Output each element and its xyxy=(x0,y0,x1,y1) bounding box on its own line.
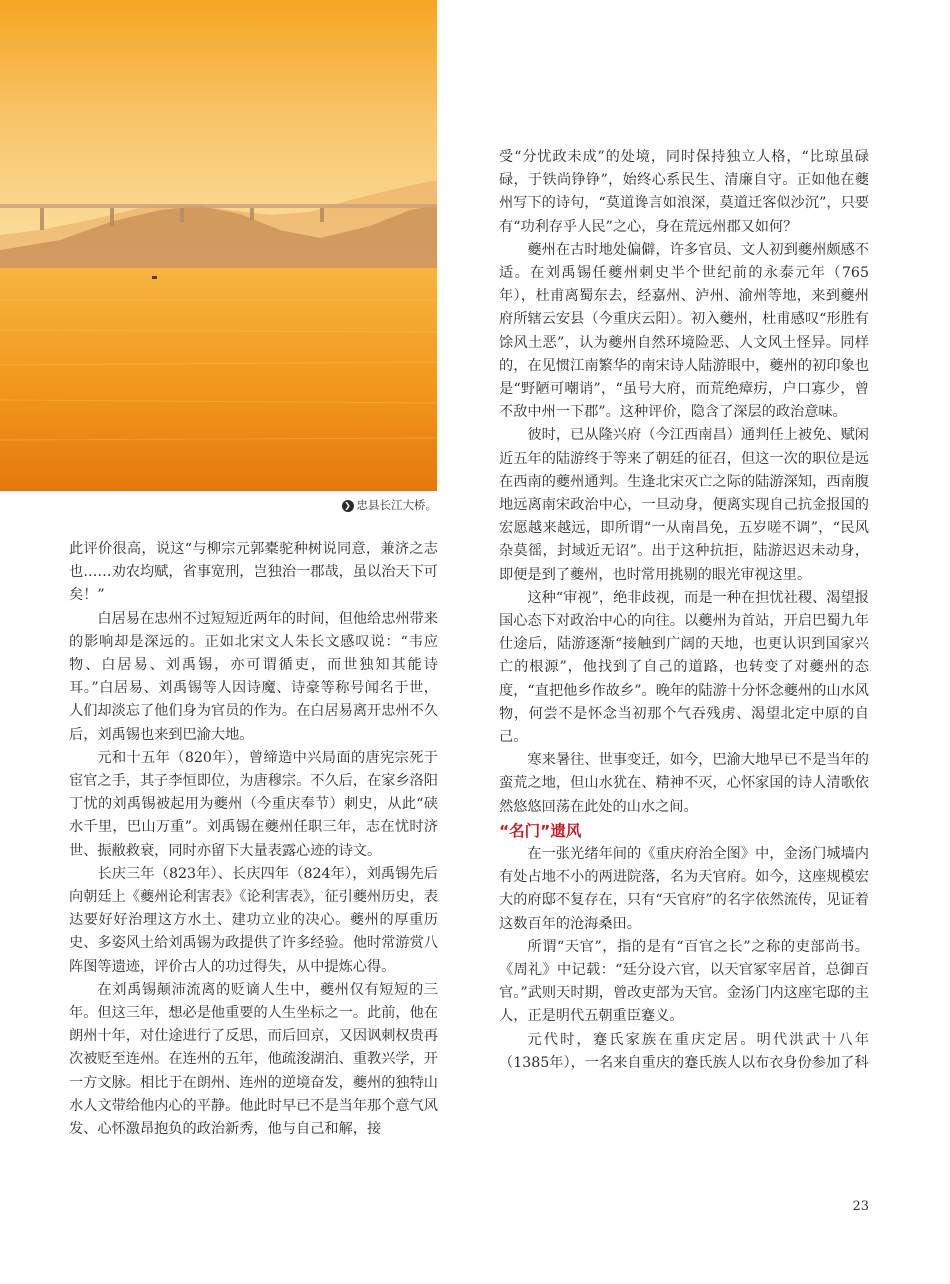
caption-text: 忠县长江大桥。 xyxy=(356,498,437,512)
paragraph: 在刘禹锡颠沛流离的贬谪人生中，夔州仅有短短的三年。但这三年，想必是他重要的人生坐标之一。此前，他在朗州十年，对仕途进行了反思，而后回京，又因讽刺权贵再次被贬至连州。在连州的五年，他疏浚湖泊、重教兴学，开一方文脉。相比于在朗州、连州的逆境奋发，夔州的独特山水人文带给他内心的平静。他此时早已不是当年那个意气风发、心怀激昂抱负的政治新秀，他与自己和解，接 xyxy=(69,981,438,1138)
photo-caption xyxy=(300,496,437,514)
right-column xyxy=(499,146,869,1075)
paragraph: 这种“审视”，绝非歧视，而是一种在担忧社稷、渴望报国心态下对政治中心的向往。以夔州为首站，开启巴蜀九年仕途后，陆游逐渐“接触到广阔的天地，也更认识到国家兴亡的根源”，他找到了自己的道路，也转变了对夔州的态度，“直把他乡作故乡”。晚年的陆游十分怀念夔州的山水风物，何尝不是怀念当初那个气吞残虏、渴望北定中原的自己。 xyxy=(499,589,869,746)
paragraph: 受“分忧政未成”的处境，同时保持独立人格，“比琼虽碌碌，于铁尚铮铮”，始终心系民生、清廉自守。正如他在夔州写下的诗句，“莫道谗言如浪深，莫道迁客似沙沉”，只要有“功利存乎人民”之心，身在荒远州郡又如何？ xyxy=(499,149,869,235)
paragraph: 夔州在古时地处偏僻，许多官员、文人初到夔州颇感不适。在刘禹锡任夔州刺史半个世纪前的永泰元年（765年），杜甫离蜀东去，经嘉州、泸州、渝州等地，来到夔州府所辖云安县（今重庆云阳）。初入夔州，杜甫感叹“形胜有馀风土恶”，认为夔州自然环境险恶、人文风土怪异。同样的，在见惯江南繁华的南宋诗人陆游眼中，夔州的初印象也是“野陋可嘲诮”，“虽号大府，而荒绝瘴疠，户口寡少，曾不敌中州一下郡”。这种评价，隐含了深层的政治意味。 xyxy=(499,241,869,421)
landscape-photo-icon xyxy=(0,0,437,491)
paragraph: 此评价很高，说这“与柳宗元郭橐驼种树说同意，兼济之志也……劝农均赋，省事宽刑，岂独治一郡哉，虽以治天下可矣！” xyxy=(69,541,438,604)
caption-arrow-icon: ❯ xyxy=(342,500,354,512)
paragraph: 所谓“天官”，指的是有“百官之长”之称的吏部尚书。《周礼》中记载：“廷分设六官，以天官冢宰居首，总御百官。”武则天时期，曾改吏部为天官。金汤门内这座宅邸的主人，正是明代五朝重臣蹇义。 xyxy=(499,938,869,1025)
paragraph: 元和十五年（820年），曾缔造中兴局面的唐宪宗死于宦官之手，其子李恒即位，为唐穆宗。不久后，在家乡洛阳丁忧的刘禹锡被起用为夔州（今重庆奉节）刺史，从此“硖水千里，巴山万重”。刘禹锡在夔州任职三年，志在忧时济世、振敝救衰，同时亦留下大量表露心迹的诗文。 xyxy=(69,749,438,859)
paragraph: 长庆三年（823年）、长庆四年（824年），刘禹锡先后向朝廷上《夔州论利害表》《论利害表》，征引夔州历史，表达要好好治理这方水土、建功立业的决心。夔州的厚重历史、多姿风土给刘禹锡为政提供了许多经验。他时常游赏八阵图等遗迹，评价古人的功过得失，从中提炼心得。 xyxy=(69,865,438,975)
section-heading: “名门”遗风 xyxy=(499,821,582,840)
paragraph: 寒来暑往、世事变迁，如今，巴渝大地早已不是当年的蛮荒之地，但山水犹在、精神不灭，心怀家国的诗人清歌依然悠悠回荡在此处的山水之间。 xyxy=(499,752,869,815)
paragraph: 元代时，蹇氏家族在重庆定居。明代洪武十八年（1385年），一名来自重庆的蹇氏族人以布衣身份参加了科 xyxy=(499,1031,869,1071)
paragraph: 在一张光绪年间的《重庆府治全图》中，金汤门城墙内有处占地不小的两进院落，名为天官府。如今，这座规模宏大的府邸不复存在，只有“天官府”的名字依然流传，见证着这数百年的沧海桑田。 xyxy=(499,845,869,932)
paragraph: 彼时，已从隆兴府（今江西南昌）通判任上被免、赋闲近五年的陆游终于等来了朝廷的征召，但这一次的职位是远在西南的夔州通判。生逢北宋灭亡之际的陆游深知，西南腹地远离南宋政治中心，一旦动身，便离实现自己抗金报国的宏愿越来越远，即所谓“一从南昌免，五岁嗟不调”，“民风杂莫徭，封域近无诏”。出于这种抗拒，陆游迟迟未动身，即便是到了夔州，也时常用挑剔的眼光审视这里。 xyxy=(499,427,869,583)
bridge-photo xyxy=(0,0,437,491)
left-column xyxy=(69,538,438,1141)
paragraph: 白居易在忠州不过短短近两年的时间，但他给忠州带来的影响却是深远的。正如北宋文人朱长文感叹说：“韦应物、白居易、刘禹锡，亦可谓循吏，而世独知其能诗耳。”白居易、刘禹锡等人因诗魔、诗豪等称号闻名于世，人们却淡忘了他们身为官员的作为。在白居易离开忠州不久后，刘禹锡也来到巴渝大地。 xyxy=(69,610,438,743)
page-number: 23 xyxy=(852,1199,869,1214)
